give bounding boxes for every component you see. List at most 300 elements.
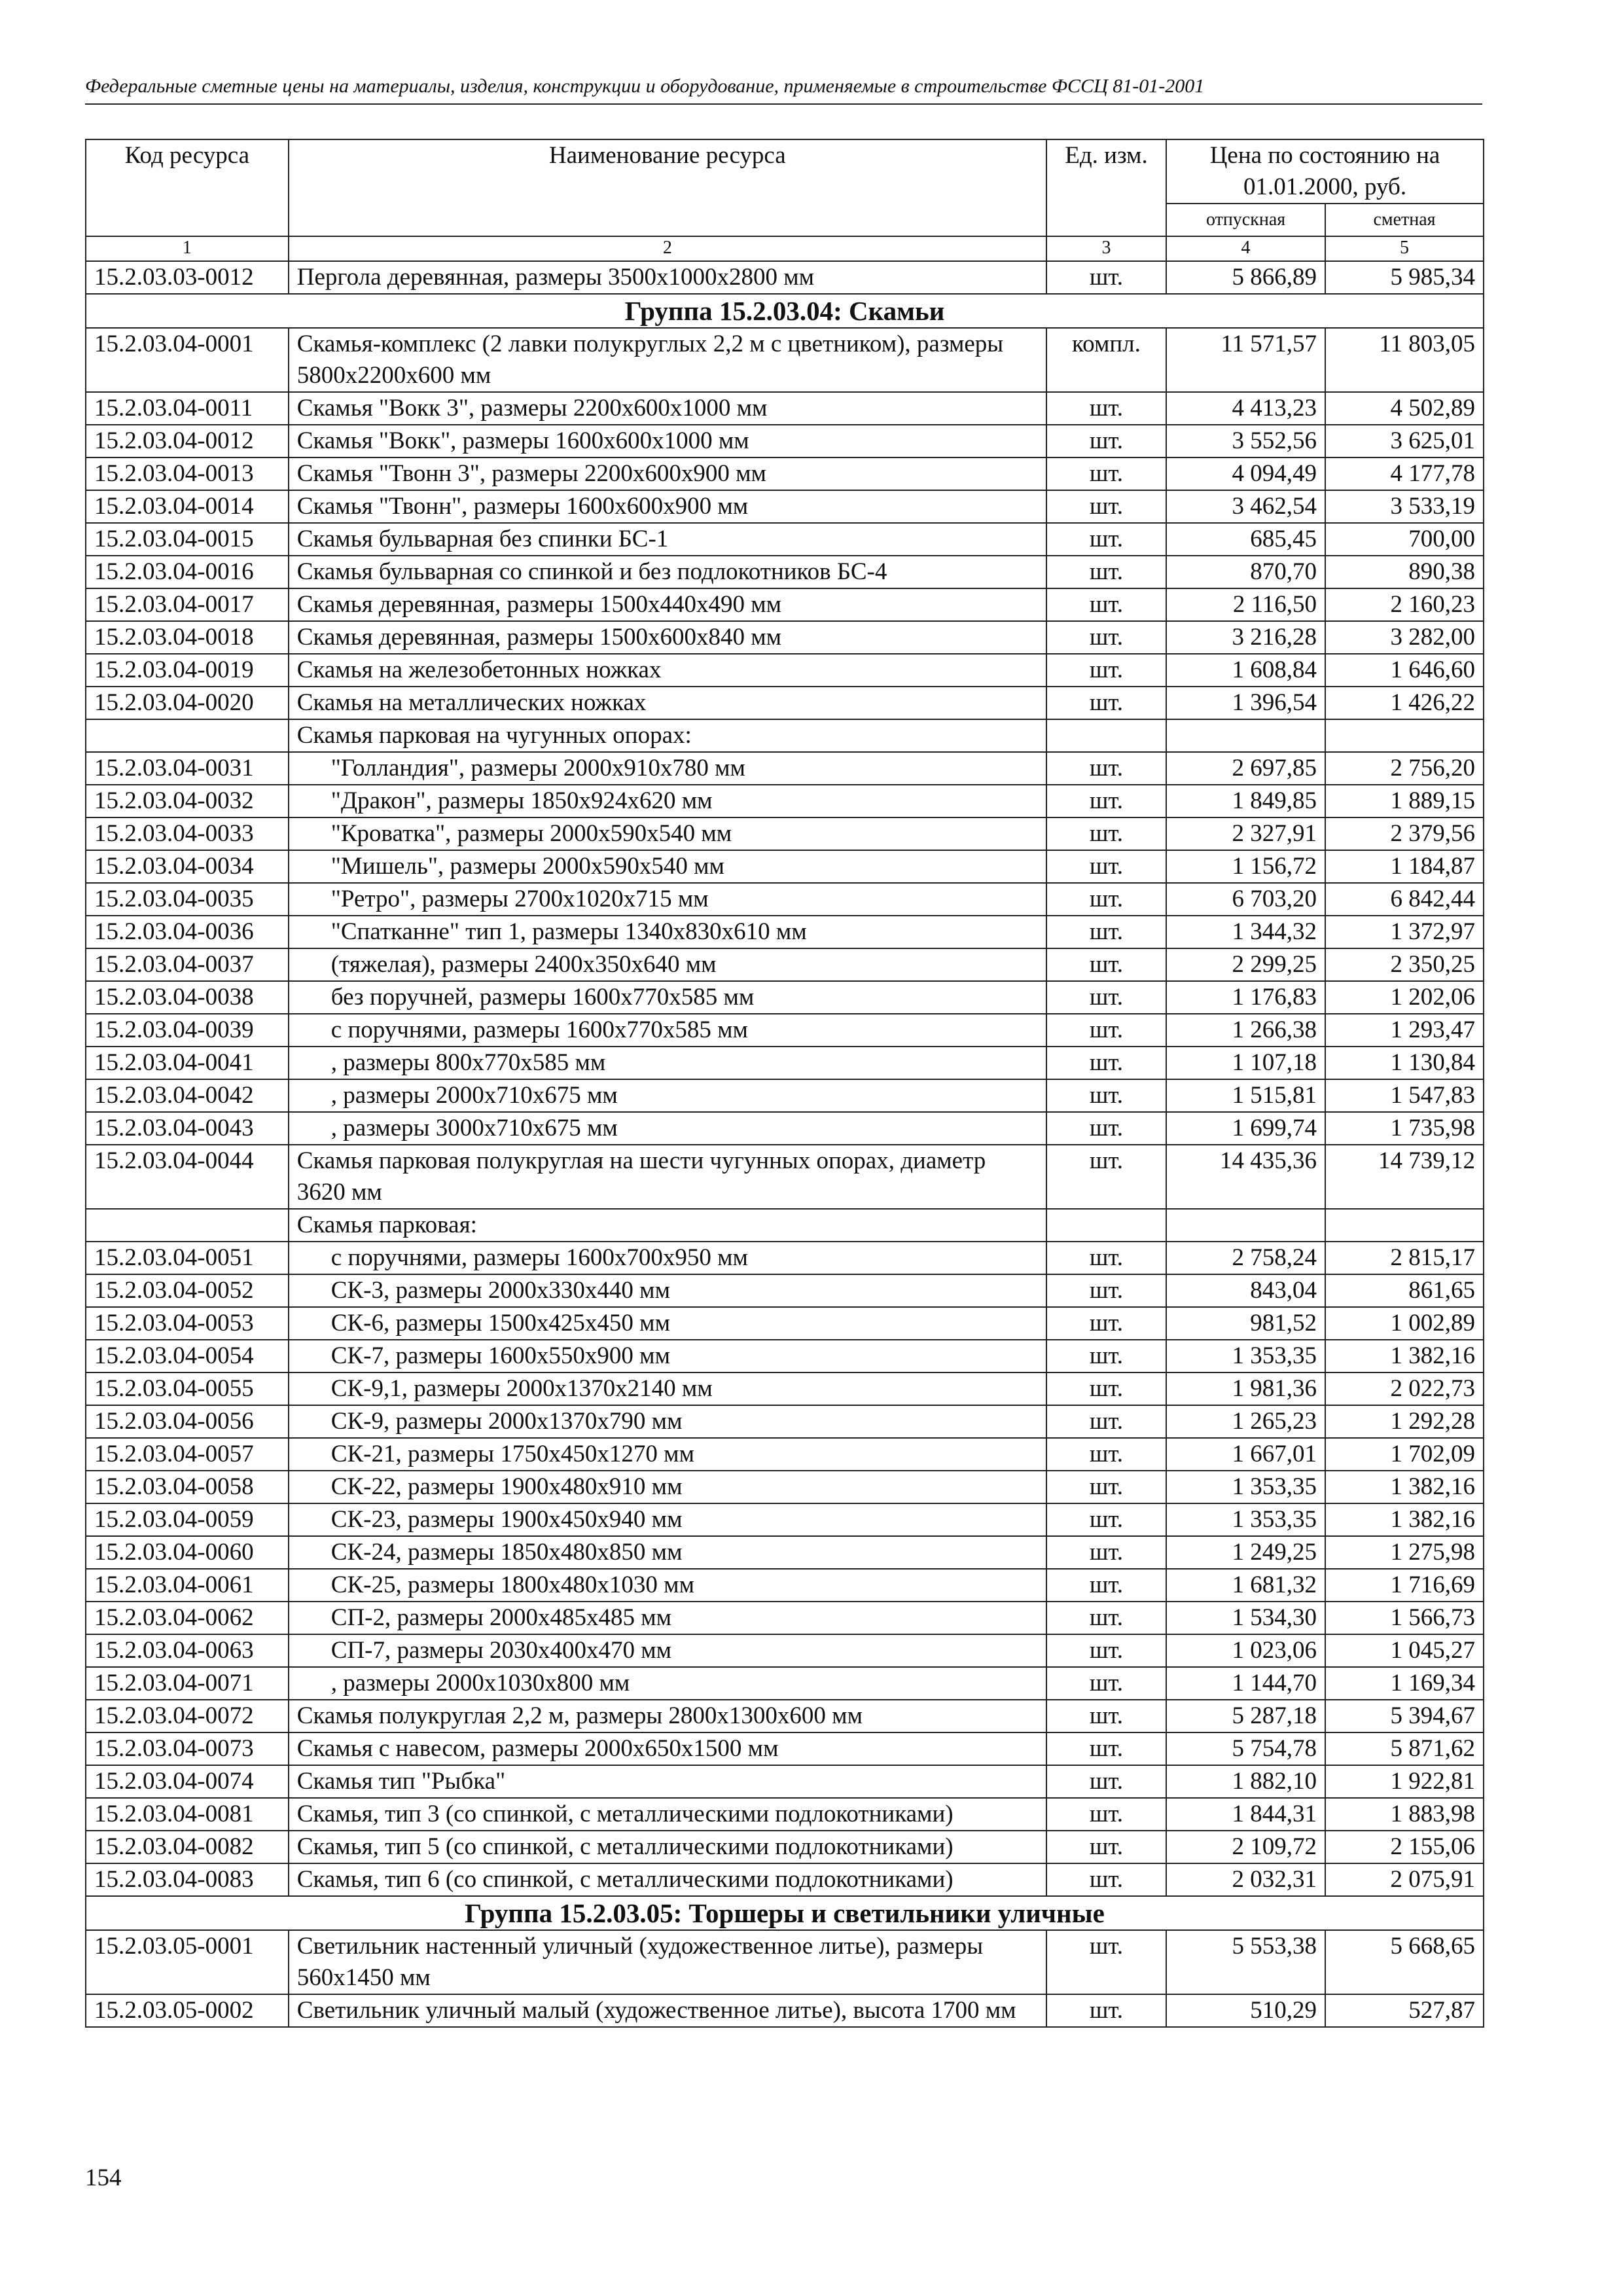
- cell-code: 15.2.03.04-0054: [86, 1340, 289, 1372]
- table-row: [86, 588, 1484, 621]
- cell-code: 15.2.03.04-0039: [86, 1014, 289, 1047]
- table-row: [86, 1503, 1484, 1536]
- table-row: [86, 1340, 1484, 1372]
- table-row: [86, 1634, 1484, 1667]
- cell-unit: шт.: [1046, 1112, 1166, 1145]
- cell-estimate-price: 1 922,81: [1325, 1765, 1484, 1798]
- cell-estimate-price: 1 169,34: [1325, 1667, 1484, 1700]
- cell-code: 15.2.03.04-0059: [86, 1503, 289, 1536]
- cell-estimate-price: 1 426,22: [1325, 687, 1484, 719]
- cell-code: 15.2.03.04-0001: [86, 328, 289, 392]
- cell-unit: шт.: [1046, 1372, 1166, 1405]
- cell-release-price: 1 849,85: [1166, 785, 1325, 817]
- page-number: 154: [85, 2164, 122, 2191]
- table-row: [86, 1438, 1484, 1471]
- cell-unit: шт.: [1046, 752, 1166, 785]
- cell-code: 15.2.03.04-0031: [86, 752, 289, 785]
- table-row: [86, 1242, 1484, 1274]
- cell-unit: шт.: [1046, 916, 1166, 948]
- cell-release-price: 510,29: [1166, 1994, 1325, 2027]
- cell-release-price: 2 697,85: [1166, 752, 1325, 785]
- cell-name: Скамья полукруглая 2,2 м, размеры 2800х1300х600 мм: [289, 1700, 1046, 1732]
- cell-code: 15.2.03.04-0034: [86, 850, 289, 883]
- cell-code: 15.2.03.04-0060: [86, 1536, 289, 1569]
- cell-name: Скамья "Вокк 3", размеры 2200х600х1000 мм: [289, 392, 1046, 425]
- cell-name: СК-23, размеры 1900х450х940 мм: [289, 1503, 1046, 1536]
- cell-name: Скамья, тип 5 (со спинкой, с металлическими подлокотниками): [289, 1831, 1046, 1863]
- cell-estimate-price: 5 394,67: [1325, 1700, 1484, 1732]
- cell-name: Скамья, тип 3 (со спинкой, с металлическими подлокотниками): [289, 1798, 1046, 1831]
- table-row: [86, 1700, 1484, 1732]
- cell-release-price: 6 703,20: [1166, 883, 1325, 916]
- cell-estimate-price: 3 533,19: [1325, 490, 1484, 523]
- table-row: [86, 883, 1484, 916]
- cell-unit: шт.: [1046, 1732, 1166, 1765]
- cell-release-price: 1 699,74: [1166, 1112, 1325, 1145]
- cell-name: Скамья тип "Рыбка": [289, 1765, 1046, 1798]
- cell-release-price: 3 462,54: [1166, 490, 1325, 523]
- table-row: [86, 916, 1484, 948]
- cell-estimate-price: 1 883,98: [1325, 1798, 1484, 1831]
- cell-estimate-price: 1 889,15: [1325, 785, 1484, 817]
- cell-estimate-price: [1325, 1209, 1484, 1242]
- cell-unit: шт.: [1046, 1831, 1166, 1863]
- cell-release-price: 1 266,38: [1166, 1014, 1325, 1047]
- cell-unit: шт.: [1046, 1930, 1166, 1994]
- cell-estimate-price: 1 566,73: [1325, 1602, 1484, 1634]
- cell-estimate-price: 1 702,09: [1325, 1438, 1484, 1471]
- cell-unit: шт.: [1046, 1536, 1166, 1569]
- cell-estimate-price: 4 502,89: [1325, 392, 1484, 425]
- cell-release-price: 1 608,84: [1166, 654, 1325, 687]
- table-row: [86, 1930, 1484, 1994]
- cell-unit: шт.: [1046, 1602, 1166, 1634]
- cell-code: 15.2.03.04-0015: [86, 523, 289, 556]
- cell-code: 15.2.03.04-0020: [86, 687, 289, 719]
- cell-code: 15.2.03.04-0018: [86, 621, 289, 654]
- table-row: [86, 1405, 1484, 1438]
- cell-release-price: 981,52: [1166, 1307, 1325, 1340]
- cell-name: с поручнями, размеры 1600х770х585 мм: [289, 1014, 1046, 1047]
- cell-unit: компл.: [1046, 328, 1166, 392]
- cell-estimate-price: 1 002,89: [1325, 1307, 1484, 1340]
- cell-unit: шт.: [1046, 425, 1166, 457]
- cell-unit: шт.: [1046, 1994, 1166, 2027]
- cell-name: Скамья парковая полукруглая на шести чугунных опорах, диаметр 3620 мм: [289, 1145, 1046, 1209]
- cell-unit: шт.: [1046, 1765, 1166, 1798]
- cell-unit: шт.: [1046, 1079, 1166, 1112]
- cell-estimate-price: 2 022,73: [1325, 1372, 1484, 1405]
- cell-code: 15.2.03.04-0035: [86, 883, 289, 916]
- col-number: 3: [1046, 236, 1166, 261]
- cell-code: 15.2.03.04-0017: [86, 588, 289, 621]
- cell-name: Скамья "Твонн", размеры 1600х600х900 мм: [289, 490, 1046, 523]
- table-row: [86, 1471, 1484, 1503]
- cell-release-price: 1 515,81: [1166, 1079, 1325, 1112]
- cell-estimate-price: 527,87: [1325, 1994, 1484, 2027]
- cell-code: 15.2.03.04-0061: [86, 1569, 289, 1602]
- cell-code: 15.2.03.04-0073: [86, 1732, 289, 1765]
- cell-code: 15.2.03.05-0001: [86, 1930, 289, 1994]
- cell-release-price: [1166, 719, 1325, 752]
- cell-release-price: 2 299,25: [1166, 948, 1325, 981]
- cell-code: 15.2.03.04-0062: [86, 1602, 289, 1634]
- table-row: [86, 1047, 1484, 1079]
- cell-name: Скамья "Вокк", размеры 1600х600х1000 мм: [289, 425, 1046, 457]
- cell-unit: шт.: [1046, 1798, 1166, 1831]
- cell-release-price: 1 534,30: [1166, 1602, 1325, 1634]
- col-number: 5: [1325, 236, 1484, 261]
- cell-name: СК-24, размеры 1850х480х850 мм: [289, 1536, 1046, 1569]
- cell-estimate-price: 861,65: [1325, 1274, 1484, 1307]
- cell-estimate-price: 2 160,23: [1325, 588, 1484, 621]
- cell-name: , размеры 2000х710х675 мм: [289, 1079, 1046, 1112]
- cell-code: 15.2.03.04-0037: [86, 948, 289, 981]
- cell-name: Светильник настенный уличный (художественное литье), размеры 560х1450 мм: [289, 1930, 1046, 1994]
- col-number: 1: [86, 236, 289, 261]
- cell-unit: шт.: [1046, 1014, 1166, 1047]
- cell-release-price: 1 882,10: [1166, 1765, 1325, 1798]
- cell-unit: шт.: [1046, 785, 1166, 817]
- cell-name: Скамья парковая на чугунных опорах:: [289, 719, 1046, 752]
- cell-unit: шт.: [1046, 1047, 1166, 1079]
- cell-release-price: 14 435,36: [1166, 1145, 1325, 1209]
- cell-code: 15.2.03.04-0019: [86, 654, 289, 687]
- table-row: [86, 261, 1484, 294]
- table-row: [86, 1014, 1484, 1047]
- cell-name: СК-9,1, размеры 2000х1370х2140 мм: [289, 1372, 1046, 1405]
- table-row: [86, 1863, 1484, 1896]
- price-table: [85, 139, 1484, 2028]
- table-body: [86, 261, 1484, 2027]
- cell-code: 15.2.03.04-0082: [86, 1831, 289, 1863]
- table-row: [86, 556, 1484, 588]
- cell-estimate-price: 1 184,87: [1325, 850, 1484, 883]
- cell-name: без поручней, размеры 1600х770х585 мм: [289, 981, 1046, 1014]
- table-row: [86, 1831, 1484, 1863]
- cell-name: "Ретро", размеры 2700х1020х715 мм: [289, 883, 1046, 916]
- cell-unit: шт.: [1046, 817, 1166, 850]
- cell-name: СК-25, размеры 1800х480х1030 мм: [289, 1569, 1046, 1602]
- table-row: [86, 523, 1484, 556]
- cell-estimate-price: 2 350,25: [1325, 948, 1484, 981]
- cell-code: 15.2.03.04-0041: [86, 1047, 289, 1079]
- cell-name: , размеры 2000х1030х800 мм: [289, 1667, 1046, 1700]
- col-header-price: Цена по состоянию на 01.01.2000, руб.: [1166, 139, 1484, 204]
- table-row: [86, 1536, 1484, 1569]
- cell-unit: шт.: [1046, 457, 1166, 490]
- cell-unit: шт.: [1046, 1405, 1166, 1438]
- cell-code: [86, 719, 289, 752]
- cell-code: 15.2.03.04-0056: [86, 1405, 289, 1438]
- cell-estimate-price: 2 075,91: [1325, 1863, 1484, 1896]
- cell-code: 15.2.03.03-0012: [86, 261, 289, 294]
- cell-estimate-price: 890,38: [1325, 556, 1484, 588]
- table-row: [86, 1994, 1484, 2027]
- cell-code: 15.2.03.04-0032: [86, 785, 289, 817]
- cell-code: 15.2.03.04-0016: [86, 556, 289, 588]
- cell-code: 15.2.03.04-0036: [86, 916, 289, 948]
- cell-unit: шт.: [1046, 1503, 1166, 1536]
- cell-estimate-price: 1 045,27: [1325, 1634, 1484, 1667]
- cell-estimate-price: 2 815,17: [1325, 1242, 1484, 1274]
- cell-unit: шт.: [1046, 1274, 1166, 1307]
- cell-name: "Голландия", размеры 2000х910х780 мм: [289, 752, 1046, 785]
- cell-code: 15.2.03.04-0013: [86, 457, 289, 490]
- cell-release-price: 11 571,57: [1166, 328, 1325, 392]
- cell-estimate-price: 1 735,98: [1325, 1112, 1484, 1145]
- cell-estimate-price: 3 282,00: [1325, 621, 1484, 654]
- cell-code: 15.2.03.04-0081: [86, 1798, 289, 1831]
- table-row: [86, 1765, 1484, 1798]
- cell-release-price: 2 109,72: [1166, 1831, 1325, 1863]
- cell-estimate-price: 3 625,01: [1325, 425, 1484, 457]
- table-row: [86, 817, 1484, 850]
- cell-unit: шт.: [1046, 981, 1166, 1014]
- cell-release-price: 1 265,23: [1166, 1405, 1325, 1438]
- cell-code: 15.2.03.04-0058: [86, 1471, 289, 1503]
- group-title: Группа 15.2.03.04: Скамьи: [86, 294, 1484, 328]
- cell-name: Скамья, тип 6 (со спинкой, с металлическими подлокотниками): [289, 1863, 1046, 1896]
- cell-code: 15.2.03.04-0072: [86, 1700, 289, 1732]
- cell-release-price: [1166, 1209, 1325, 1242]
- cell-estimate-price: 1 292,28: [1325, 1405, 1484, 1438]
- cell-estimate-price: 1 382,16: [1325, 1503, 1484, 1536]
- cell-name: , размеры 3000х710х675 мм: [289, 1112, 1046, 1145]
- cell-release-price: 1 249,25: [1166, 1536, 1325, 1569]
- table-row: [86, 1569, 1484, 1602]
- cell-code: 15.2.03.04-0033: [86, 817, 289, 850]
- cell-unit: шт.: [1046, 556, 1166, 588]
- cell-estimate-price: 11 803,05: [1325, 328, 1484, 392]
- cell-name: СК-21, размеры 1750х450х1270 мм: [289, 1438, 1046, 1471]
- cell-name: Светильник уличный малый (художественное литье), высота 1700 мм: [289, 1994, 1046, 2027]
- cell-release-price: 1 353,35: [1166, 1471, 1325, 1503]
- cell-release-price: 2 116,50: [1166, 588, 1325, 621]
- cell-unit: шт.: [1046, 1340, 1166, 1372]
- cell-name: СП-7, размеры 2030х400х470 мм: [289, 1634, 1046, 1667]
- table-row: [86, 752, 1484, 785]
- cell-unit: шт.: [1046, 654, 1166, 687]
- cell-code: 15.2.03.04-0011: [86, 392, 289, 425]
- table-row: [86, 1145, 1484, 1209]
- cell-name: СК-9, размеры 2000х1370х790 мм: [289, 1405, 1046, 1438]
- table-row: [86, 1798, 1484, 1831]
- cell-name: "Дракон", размеры 1850х924х620 мм: [289, 785, 1046, 817]
- table-row: [86, 1079, 1484, 1112]
- cell-estimate-price: 2 155,06: [1325, 1831, 1484, 1863]
- cell-release-price: 5 287,18: [1166, 1700, 1325, 1732]
- cell-estimate-price: 5 871,62: [1325, 1732, 1484, 1765]
- col-header-estimate: сметная: [1325, 204, 1484, 236]
- cell-unit: [1046, 1209, 1166, 1242]
- cell-code: 15.2.03.04-0071: [86, 1667, 289, 1700]
- cell-estimate-price: 2 756,20: [1325, 752, 1484, 785]
- col-header-code: Код ресурса: [86, 139, 289, 236]
- cell-name: Скамья-комплекс (2 лавки полукруглых 2,2 м с цветником), размеры 5800х2200х600 мм: [289, 328, 1046, 392]
- cell-code: 15.2.03.05-0002: [86, 1994, 289, 2027]
- cell-release-price: 1 144,70: [1166, 1667, 1325, 1700]
- cell-estimate-price: 5 985,34: [1325, 261, 1484, 294]
- cell-estimate-price: 1 130,84: [1325, 1047, 1484, 1079]
- cell-unit: шт.: [1046, 490, 1166, 523]
- group-header-row: [86, 1896, 1484, 1930]
- cell-name: Пергола деревянная, размеры 3500х1000х2800 мм: [289, 261, 1046, 294]
- col-header-name: Наименование ресурса: [289, 139, 1046, 236]
- cell-release-price: 2 032,31: [1166, 1863, 1325, 1896]
- table-row: [86, 490, 1484, 523]
- cell-estimate-price: 1 202,06: [1325, 981, 1484, 1014]
- cell-code: 15.2.03.04-0014: [86, 490, 289, 523]
- cell-name: Скамья бульварная со спинкой и без подлокотников БС-4: [289, 556, 1046, 588]
- table-row: [86, 1307, 1484, 1340]
- cell-release-price: 843,04: [1166, 1274, 1325, 1307]
- cell-release-price: 5 754,78: [1166, 1732, 1325, 1765]
- cell-name: СП-2, размеры 2000х485х485 мм: [289, 1602, 1046, 1634]
- cell-code: [86, 1209, 289, 1242]
- cell-name: СК-3, размеры 2000х330х440 мм: [289, 1274, 1046, 1307]
- table-row: [86, 981, 1484, 1014]
- cell-estimate-price: 1 547,83: [1325, 1079, 1484, 1112]
- cell-code: 15.2.03.04-0044: [86, 1145, 289, 1209]
- col-header-release: отпускная: [1166, 204, 1325, 236]
- cell-name: Скамья бульварная без спинки БС-1: [289, 523, 1046, 556]
- table-row: [86, 1274, 1484, 1307]
- cell-name: "Мишель", размеры 2000х590х540 мм: [289, 850, 1046, 883]
- cell-release-price: 1 107,18: [1166, 1047, 1325, 1079]
- cell-name: Скамья с навесом, размеры 2000х650х1500 мм: [289, 1732, 1046, 1765]
- cell-release-price: 1 176,83: [1166, 981, 1325, 1014]
- cell-release-price: 1 344,32: [1166, 916, 1325, 948]
- table-row: [86, 1602, 1484, 1634]
- cell-unit: шт.: [1046, 1634, 1166, 1667]
- cell-estimate-price: [1325, 719, 1484, 752]
- cell-unit: шт.: [1046, 1471, 1166, 1503]
- cell-unit: шт.: [1046, 1700, 1166, 1732]
- cell-name: (тяжелая), размеры 2400х350х640 мм: [289, 948, 1046, 981]
- table-row: [86, 425, 1484, 457]
- cell-estimate-price: 4 177,78: [1325, 457, 1484, 490]
- cell-release-price: 1 023,06: [1166, 1634, 1325, 1667]
- table-row: [86, 687, 1484, 719]
- cell-code: 15.2.03.04-0083: [86, 1863, 289, 1896]
- table-row: [86, 621, 1484, 654]
- cell-release-price: 2 327,91: [1166, 817, 1325, 850]
- cell-release-price: 1 353,35: [1166, 1503, 1325, 1536]
- cell-code: 15.2.03.04-0038: [86, 981, 289, 1014]
- cell-release-price: 870,70: [1166, 556, 1325, 588]
- cell-release-price: 1 667,01: [1166, 1438, 1325, 1471]
- cell-unit: шт.: [1046, 1863, 1166, 1896]
- cell-name: "Спатканне" тип 1, размеры 1340х830х610 мм: [289, 916, 1046, 948]
- cell-unit: шт.: [1046, 523, 1166, 556]
- cell-estimate-price: 1 716,69: [1325, 1569, 1484, 1602]
- table-row: [86, 1732, 1484, 1765]
- cell-release-price: 1 396,54: [1166, 687, 1325, 719]
- cell-unit: [1046, 719, 1166, 752]
- cell-name: СК-6, размеры 1500х425х450 мм: [289, 1307, 1046, 1340]
- cell-code: 15.2.03.04-0043: [86, 1112, 289, 1145]
- cell-estimate-price: 14 739,12: [1325, 1145, 1484, 1209]
- cell-name: Скамья на железобетонных ножках: [289, 654, 1046, 687]
- cell-unit: шт.: [1046, 261, 1166, 294]
- cell-estimate-price: 5 668,65: [1325, 1930, 1484, 1994]
- cell-name: с поручнями, размеры 1600х700х950 мм: [289, 1242, 1046, 1274]
- cell-release-price: 5 553,38: [1166, 1930, 1325, 1994]
- cell-release-price: 4 413,23: [1166, 392, 1325, 425]
- table-row: [86, 392, 1484, 425]
- cell-unit: шт.: [1046, 1242, 1166, 1274]
- cell-release-price: 1 681,32: [1166, 1569, 1325, 1602]
- cell-estimate-price: 1 382,16: [1325, 1471, 1484, 1503]
- cell-code: 15.2.03.04-0074: [86, 1765, 289, 1798]
- cell-estimate-price: 1 372,97: [1325, 916, 1484, 948]
- cell-release-price: 3 552,56: [1166, 425, 1325, 457]
- cell-name: Скамья на металлических ножках: [289, 687, 1046, 719]
- cell-unit: шт.: [1046, 948, 1166, 981]
- cell-code: 15.2.03.04-0057: [86, 1438, 289, 1471]
- group-title: Группа 15.2.03.05: Торшеры и светильники уличные: [86, 1896, 1484, 1930]
- cell-code: 15.2.03.04-0053: [86, 1307, 289, 1340]
- cell-release-price: 1 981,36: [1166, 1372, 1325, 1405]
- cell-unit: шт.: [1046, 687, 1166, 719]
- cell-unit: шт.: [1046, 1145, 1166, 1209]
- col-header-unit: Ед. изм.: [1046, 139, 1166, 236]
- cell-name: Скамья "Твонн 3", размеры 2200х600х900 мм: [289, 457, 1046, 490]
- cell-estimate-price: 1 382,16: [1325, 1340, 1484, 1372]
- cell-name: Скамья деревянная, размеры 1500х440х490 мм: [289, 588, 1046, 621]
- col-number: 4: [1166, 236, 1325, 261]
- table-row: [86, 948, 1484, 981]
- table-row: [86, 328, 1484, 392]
- cell-unit: шт.: [1046, 1569, 1166, 1602]
- cell-code: 15.2.03.04-0012: [86, 425, 289, 457]
- table-row: [86, 785, 1484, 817]
- cell-name: , размеры 800х770х585 мм: [289, 1047, 1046, 1079]
- cell-release-price: 4 094,49: [1166, 457, 1325, 490]
- table-row: [86, 1372, 1484, 1405]
- cell-unit: шт.: [1046, 1438, 1166, 1471]
- cell-unit: шт.: [1046, 850, 1166, 883]
- cell-release-price: 2 758,24: [1166, 1242, 1325, 1274]
- subheader-row: [86, 719, 1484, 752]
- cell-release-price: 1 844,31: [1166, 1798, 1325, 1831]
- cell-estimate-price: 700,00: [1325, 523, 1484, 556]
- cell-code: 15.2.03.04-0042: [86, 1079, 289, 1112]
- cell-name: СК-22, размеры 1900х480х910 мм: [289, 1471, 1046, 1503]
- cell-estimate-price: 1 275,98: [1325, 1536, 1484, 1569]
- cell-estimate-price: 6 842,44: [1325, 883, 1484, 916]
- cell-estimate-price: 2 379,56: [1325, 817, 1484, 850]
- cell-release-price: 685,45: [1166, 523, 1325, 556]
- cell-name: Скамья парковая:: [289, 1209, 1046, 1242]
- cell-code: 15.2.03.04-0055: [86, 1372, 289, 1405]
- cell-unit: шт.: [1046, 588, 1166, 621]
- cell-code: 15.2.03.04-0063: [86, 1634, 289, 1667]
- table-row: [86, 850, 1484, 883]
- cell-code: 15.2.03.04-0051: [86, 1242, 289, 1274]
- table-row: [86, 654, 1484, 687]
- subheader-row: [86, 1209, 1484, 1242]
- cell-unit: шт.: [1046, 1667, 1166, 1700]
- table-row: [86, 457, 1484, 490]
- col-number: 2: [289, 236, 1046, 261]
- cell-release-price: 5 866,89: [1166, 261, 1325, 294]
- cell-estimate-price: 1 293,47: [1325, 1014, 1484, 1047]
- cell-unit: шт.: [1046, 883, 1166, 916]
- group-header-row: [86, 294, 1484, 328]
- cell-unit: шт.: [1046, 621, 1166, 654]
